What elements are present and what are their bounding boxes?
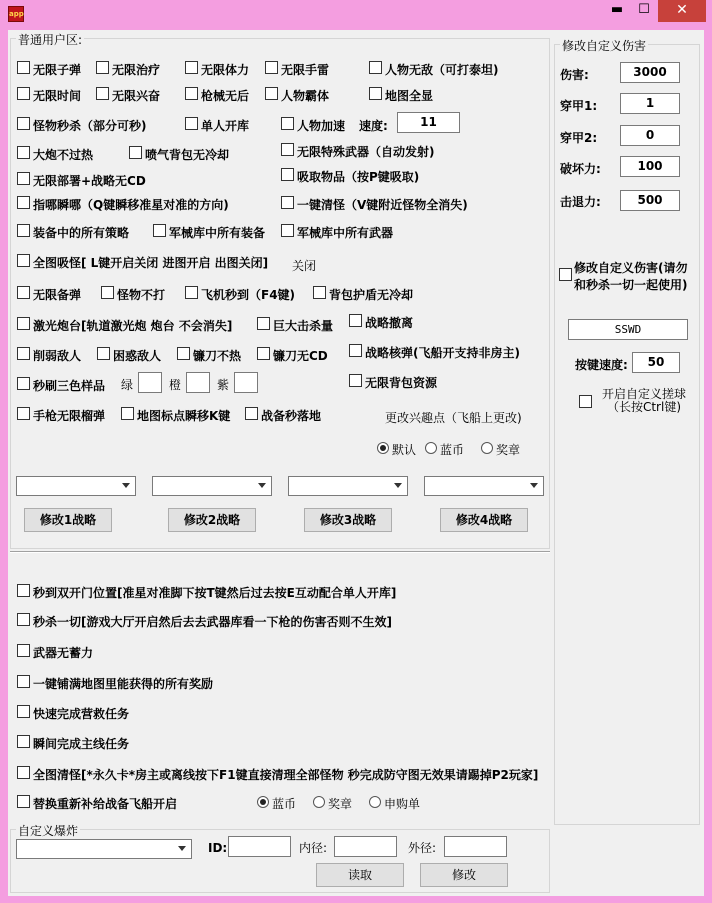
cheat-checkbox[interactable] (101, 286, 114, 299)
strategy-dropdown-1[interactable] (16, 476, 136, 496)
cheat-label: 巨大击杀量 (273, 319, 334, 333)
cheat-label: 一键清怪（V键附近怪物全消失) (297, 198, 468, 212)
cheat-checkbox[interactable] (245, 407, 258, 420)
cheat-checkbox[interactable] (281, 117, 294, 130)
resupply-radio-voucher[interactable] (369, 796, 381, 808)
cheat-label: 秒刷三色样品 (33, 379, 106, 393)
cheat-checkbox[interactable] (185, 286, 198, 299)
cheat-label: 无限体力 (201, 63, 250, 77)
chevron-down-icon (394, 483, 402, 488)
cheat-label: 大炮不过热 (33, 148, 94, 162)
cheat-label: 削弱敌人 (33, 349, 82, 363)
lower-item-label: 瞬间完成主线任务 (33, 737, 130, 751)
resupply-option-label: 蓝币 (272, 797, 297, 811)
knockback-input[interactable]: 500 (620, 190, 680, 211)
close-status-text: 关闭 (292, 259, 317, 273)
custom-rub-label: 开启自定义搓球（长按Ctrl键) (601, 387, 686, 414)
cheat-checkbox[interactable] (96, 61, 109, 74)
cheat-label: 困惑敌人 (113, 349, 162, 363)
title-bar (0, 0, 712, 28)
armor-pierce-1-input[interactable]: 1 (620, 93, 680, 114)
cheat-checkbox[interactable] (17, 347, 30, 360)
cheat-label: 镰刀不热 (193, 349, 242, 363)
green-label: 绿 (121, 378, 134, 392)
inner-diameter-label: 内径: (299, 841, 328, 855)
purple-input[interactable] (234, 372, 258, 393)
interest-label: 更改兴趣点（飞船上更改) (385, 411, 522, 425)
cheat-label: 军械库中所有装备 (169, 226, 266, 240)
lower-item-label: 武器无蓄力 (33, 646, 94, 660)
damage-field-label: 穿甲2: (560, 131, 598, 145)
lower-item-checkbox[interactable] (17, 795, 30, 808)
custom-drop-dropdown[interactable] (16, 839, 192, 859)
cheat-checkbox[interactable] (185, 117, 198, 130)
cheat-checkbox[interactable] (185, 61, 198, 74)
cheat-label: 吸取物品（按P键吸取) (297, 170, 420, 184)
cheat-label: 地图全显 (385, 89, 434, 103)
destruction-input[interactable]: 100 (620, 156, 680, 177)
cheat-checkbox[interactable] (313, 286, 326, 299)
cheat-label: 无限备弹 (33, 288, 82, 302)
cheat-checkbox[interactable] (97, 347, 110, 360)
lower-item-checkbox[interactable] (17, 613, 30, 626)
purple-label: 紫 (217, 378, 230, 392)
cheat-label: 怪物不打 (117, 288, 166, 302)
lower-item-checkbox[interactable] (17, 675, 30, 688)
interest-radio-default[interactable] (377, 442, 389, 454)
modify-custom-damage-checkbox[interactable] (559, 268, 572, 281)
damage-field-label: 破坏力: (560, 162, 601, 176)
id-input[interactable] (228, 836, 291, 857)
cheat-label: 激光炮台[轨道激光炮 炮台 不会消失] (33, 319, 233, 333)
speed-input[interactable]: 11 (397, 112, 460, 133)
lower-item-label: 秒到双开门位置[准星对准脚下按T键然后过去按E互动配合单人开库] (33, 586, 397, 600)
client-area (8, 30, 704, 896)
cheat-label: 人物无敌（可打泰坦) (385, 63, 499, 77)
cheat-label: 战备秒落地 (261, 409, 322, 423)
inner-diameter-input[interactable] (334, 836, 397, 857)
cheat-label: 战略撤离 (365, 316, 414, 330)
interest-option-label: 默认 (392, 443, 417, 457)
damage-field-label: 击退力: (560, 195, 601, 209)
cheat-label: 无限治疗 (112, 63, 161, 77)
lower-item-label: 全图清怪[*永久卡*房主或离线按下F1键直接清理全部怪物 秒完成防守图无效果请踢掉P2玩家] (33, 768, 539, 782)
resupply-radio-medal[interactable] (313, 796, 325, 808)
damage-field-label: 穿甲1: (560, 99, 598, 113)
armor-pierce-2-input[interactable]: 0 (620, 125, 680, 146)
cheat-label: 无限手雷 (281, 63, 330, 77)
cheat-checkbox[interactable] (17, 286, 30, 299)
cheat-label: 背包护盾无冷却 (329, 288, 414, 302)
cheat-label: 喷气背包无冷却 (145, 148, 230, 162)
cheat-label: 战略核弹(飞船开支持非房主) (365, 346, 520, 360)
custom-drop-group-title: 自定义爆炸 (18, 824, 79, 838)
key-speed-label: 按键速度: (575, 358, 628, 372)
cheat-checkbox[interactable] (349, 344, 362, 357)
cheat-checkbox[interactable] (17, 407, 30, 420)
lower-item-label: 替换重新补给战备飞船开启 (33, 797, 178, 811)
modify-custom-damage-label: 修改自定义伤害(请勿和秒杀一切一起使用) (574, 261, 688, 292)
strategy-dropdown-2[interactable] (152, 476, 272, 496)
cheat-label: 人物霸体 (281, 89, 330, 103)
outer-diameter-input[interactable] (444, 836, 507, 857)
lower-item-checkbox[interactable] (17, 584, 30, 597)
strategy-dropdown-3[interactable] (288, 476, 408, 496)
damage-group-title: 修改自定义伤害 (562, 39, 647, 53)
read-button[interactable]: 读取 (316, 863, 404, 887)
orange-input[interactable] (186, 372, 210, 393)
cheat-checkbox[interactable] (153, 224, 166, 237)
close-button[interactable]: ✕ (658, 0, 706, 22)
cheat-checkbox[interactable] (265, 87, 278, 100)
cheat-label: 飞机秒到（F4键) (201, 288, 296, 302)
lower-item-label: 快速完成营救任务 (33, 707, 130, 721)
cheat-checkbox[interactable] (281, 143, 294, 156)
damage-field-label: 伤害: (560, 68, 589, 82)
id-label: ID: (208, 841, 228, 855)
lower-item-label: 一键铺满地图里能获得的所有奖励 (33, 677, 214, 691)
cheat-checkbox[interactable] (17, 146, 30, 159)
chevron-down-icon (530, 483, 538, 488)
cheat-checkbox[interactable] (17, 196, 30, 209)
cheat-checkbox[interactable] (129, 146, 142, 159)
cheat-checkbox[interactable] (17, 377, 30, 390)
modify-strategy-4-button[interactable]: 修改4战略 (440, 508, 528, 532)
cheat-checkbox[interactable] (17, 224, 30, 237)
green-input[interactable] (138, 372, 162, 393)
outer-diameter-label: 外径: (408, 841, 437, 855)
chevron-down-icon (122, 483, 130, 488)
cheat-label: 镰刀无CD (273, 349, 328, 363)
lower-item-checkbox[interactable] (17, 766, 30, 779)
cheat-label: 全图吸怪[ L键开启关闭 进图开启 出图关闭] (33, 256, 269, 270)
cheat-label: 怪物秒杀（部分可秒) (33, 119, 147, 133)
damage-input[interactable]: 3000 (620, 62, 680, 83)
key-speed-input[interactable]: 50 (632, 352, 680, 373)
modify-button[interactable]: 修改 (420, 863, 508, 887)
cheat-label: 装备中的所有策略 (33, 226, 130, 240)
lower-item-checkbox[interactable] (17, 735, 30, 748)
resupply-option-label: 奖章 (328, 797, 353, 811)
interest-radio-bluecoin[interactable] (425, 442, 437, 454)
modify-strategy-3-button[interactable]: 修改3战略 (304, 508, 392, 532)
modify-strategy-1-button[interactable]: 修改1战略 (24, 508, 112, 532)
cheat-label: 无限部署+战略无CD (33, 174, 146, 188)
resupply-option-label: 申购单 (384, 797, 421, 811)
cheat-checkbox[interactable] (369, 87, 382, 100)
cheat-label: 枪械无后 (201, 89, 250, 103)
interest-radio-medal[interactable] (481, 442, 493, 454)
cheat-label: 指哪瞬哪（Q键瞬移准星对准的方向) (33, 198, 229, 212)
cheat-checkbox[interactable] (17, 254, 30, 267)
cheat-label: 无限时间 (33, 89, 82, 103)
cheat-label: 单人开库 (201, 119, 250, 133)
cheat-checkbox[interactable] (281, 224, 294, 237)
modify-strategy-2-button[interactable]: 修改2战略 (168, 508, 256, 532)
cheat-label: 无限兴奋 (112, 89, 161, 103)
speed-label: 速度: (359, 119, 388, 133)
cheat-checkbox[interactable] (17, 317, 30, 330)
cheat-label: 无限特殊武器（自动发射) (297, 145, 435, 159)
cheat-label: 无限背包资源 (365, 376, 438, 390)
cheat-checkbox[interactable] (17, 61, 30, 74)
chevron-down-icon (258, 483, 266, 488)
cheat-checkbox[interactable] (17, 117, 30, 130)
cheat-checkbox[interactable] (281, 196, 294, 209)
cheat-checkbox[interactable] (96, 87, 109, 100)
resupply-radio-bluecoin[interactable] (257, 796, 269, 808)
lower-item-label: 秒杀一切[游戏大厅开启然后去去武器库看一下枪的伤害否则不生效] (33, 615, 392, 629)
cheat-checkbox[interactable] (281, 168, 294, 181)
maximize-button[interactable]: ☐ (638, 2, 650, 17)
interest-option-label: 奖章 (496, 443, 521, 457)
cheat-checkbox[interactable] (349, 314, 362, 327)
general-group-title: 普通用户区: (18, 33, 83, 47)
key-sequence-input[interactable]: SSWD (568, 319, 688, 340)
cheat-label: 人物加速 (297, 119, 346, 133)
cheat-checkbox[interactable] (257, 347, 270, 360)
cheat-checkbox[interactable] (177, 347, 190, 360)
cheat-checkbox[interactable] (265, 61, 278, 74)
cheat-checkbox[interactable] (185, 87, 198, 100)
lower-item-checkbox[interactable] (17, 644, 30, 657)
cheat-checkbox[interactable] (17, 172, 30, 185)
cheat-label: 军械库中所有武器 (297, 226, 394, 240)
lower-item-checkbox[interactable] (17, 705, 30, 718)
strategy-dropdown-4[interactable] (424, 476, 544, 496)
cheat-checkbox[interactable] (257, 317, 270, 330)
section-separator (10, 551, 550, 553)
cheat-checkbox[interactable] (369, 61, 382, 74)
app-icon: app (8, 6, 24, 22)
cheat-label: 手枪无限榴弹 (33, 409, 106, 423)
cheat-checkbox[interactable] (121, 407, 134, 420)
custom-rub-checkbox[interactable] (579, 395, 592, 408)
minimize-button[interactable]: ▬ (610, 2, 624, 17)
cheat-label: 无限子弹 (33, 63, 82, 77)
interest-option-label: 蓝币 (440, 443, 465, 457)
cheat-checkbox[interactable] (17, 87, 30, 100)
orange-label: 橙 (169, 378, 182, 392)
chevron-down-icon (178, 846, 186, 851)
cheat-label: 地图标点瞬移K键 (137, 409, 231, 423)
cheat-checkbox[interactable] (349, 374, 362, 387)
